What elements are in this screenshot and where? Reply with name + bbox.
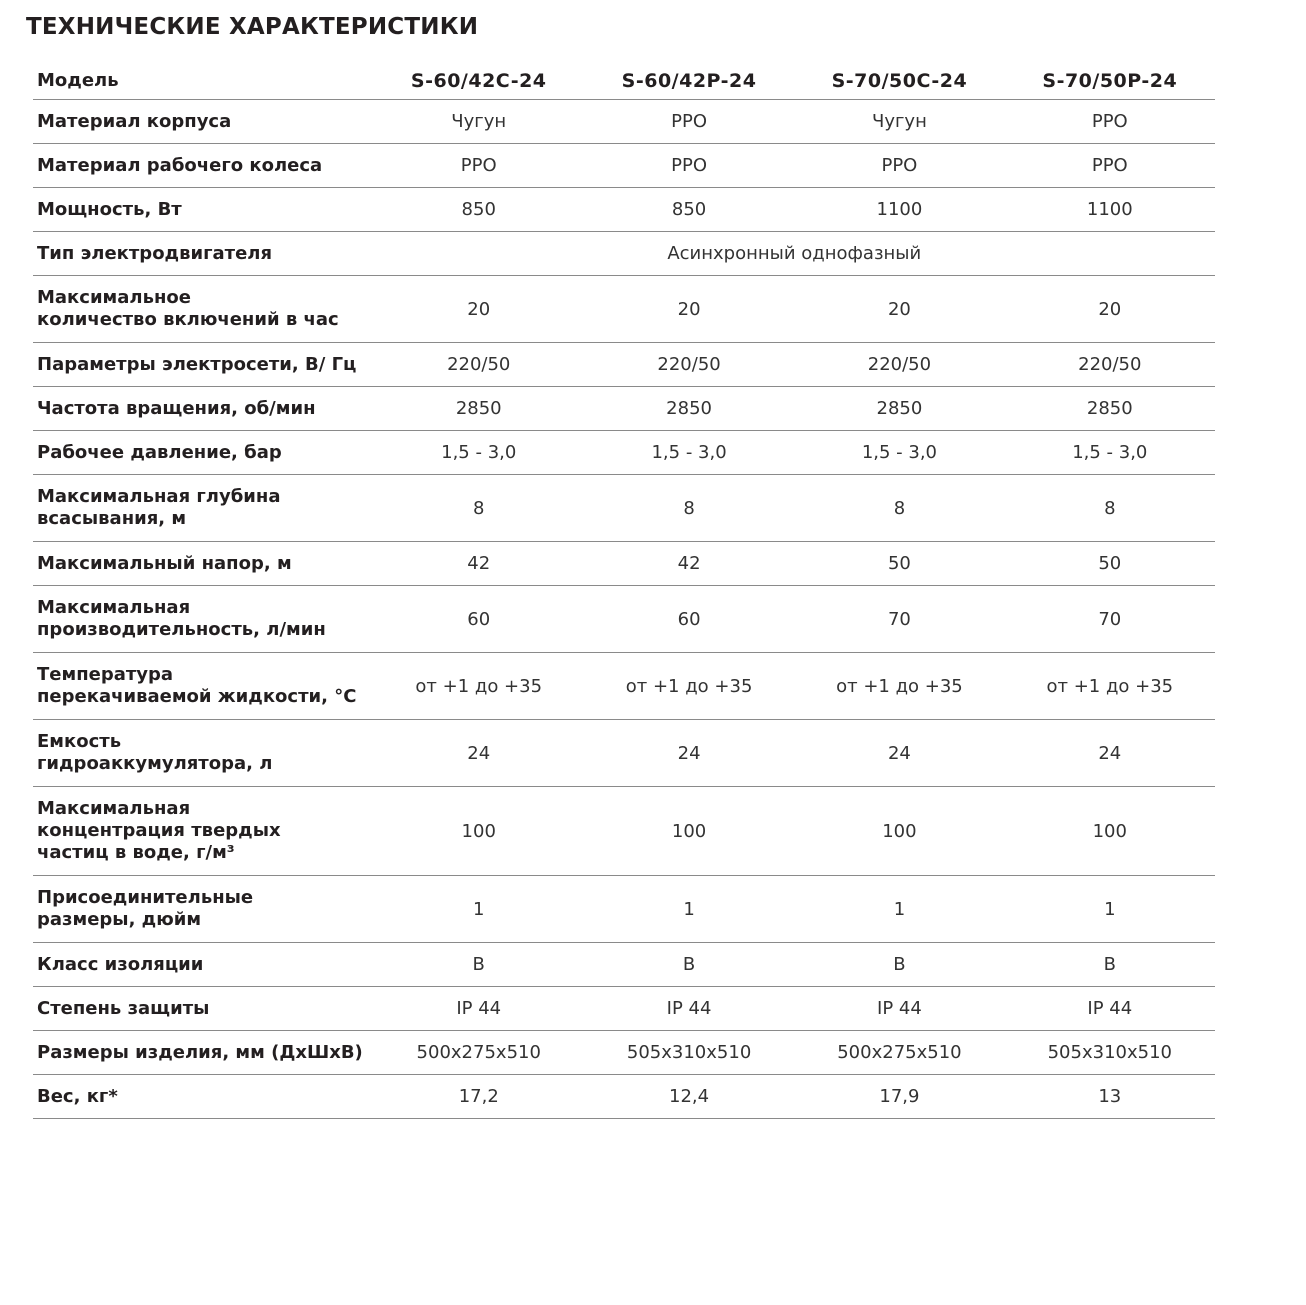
spec-row-weight [33, 1075, 1215, 1119]
cell-value: 24 [1005, 720, 1215, 787]
cell-value: 13 [1005, 1075, 1215, 1119]
cell-value: 1100 [1005, 188, 1215, 232]
cell-value: 20 [1005, 276, 1215, 343]
cell-value: Чугун [794, 100, 1004, 144]
row-label: Максимальная производительность, л/мин [33, 586, 374, 653]
cell-value: 850 [584, 188, 794, 232]
specs-table [33, 62, 1215, 1119]
cell-value: IP 44 [584, 987, 794, 1031]
row-label: Материал рабочего колеса [33, 144, 374, 188]
cell-value: 70 [1005, 586, 1215, 653]
cell-value: B [1005, 943, 1215, 987]
row-label: Максимальное количество включений в час [33, 276, 374, 343]
row-label: Максимальный напор, м [33, 542, 374, 586]
cell-value: от +1 до +35 [584, 653, 794, 720]
cell-value: 220/50 [374, 343, 584, 387]
row-label: Частота вращения, об/мин [33, 387, 374, 431]
row-label: Степень защиты [33, 987, 374, 1031]
spec-row-insulation-class [33, 943, 1215, 987]
page-title: ТЕХНИЧЕСКИЕ ХАРАКТЕРИСТИКИ [26, 14, 479, 40]
cell-value: PPO [584, 100, 794, 144]
cell-value: IP 44 [794, 987, 1004, 1031]
cell-value: 1 [374, 876, 584, 943]
spec-row-power [33, 188, 1215, 232]
header-row [33, 62, 1215, 100]
cell-value: 8 [374, 475, 584, 542]
cell-value: 8 [1005, 475, 1215, 542]
cell-value: PPO [374, 144, 584, 188]
row-label: Размеры изделия, мм (ДхШхВ) [33, 1031, 374, 1075]
cell-value: PPO [584, 144, 794, 188]
spec-row-max-flow [33, 586, 1215, 653]
spec-row-protection [33, 987, 1215, 1031]
cell-value: 70 [794, 586, 1004, 653]
cell-value: от +1 до +35 [1005, 653, 1215, 720]
cell-value: 8 [794, 475, 1004, 542]
model-header: S-60/42P-24 [584, 62, 794, 100]
spec-row-mains [33, 343, 1215, 387]
cell-value: от +1 до +35 [794, 653, 1004, 720]
cell-value: 100 [794, 787, 1004, 876]
cell-value: 100 [374, 787, 584, 876]
cell-value: PPO [1005, 144, 1215, 188]
cell-value: 1,5 - 3,0 [584, 431, 794, 475]
cell-value: 220/50 [794, 343, 1004, 387]
cell-value: 17,9 [794, 1075, 1004, 1119]
cell-value: 1 [794, 876, 1004, 943]
cell-value: 1 [1005, 876, 1215, 943]
cell-value: 60 [584, 586, 794, 653]
cell-value: 12,4 [584, 1075, 794, 1119]
merged-cell-value: Асинхронный однофазный [374, 232, 1215, 276]
cell-value: IP 44 [374, 987, 584, 1031]
cell-value: 1,5 - 3,0 [1005, 431, 1215, 475]
cell-value: Чугун [374, 100, 584, 144]
spec-row-impeller-material [33, 144, 1215, 188]
cell-value: 1,5 - 3,0 [794, 431, 1004, 475]
spec-row-suction-depth [33, 475, 1215, 542]
cell-value: от +1 до +35 [374, 653, 584, 720]
cell-value: 1100 [794, 188, 1004, 232]
row-label: Температура перекачиваемой жидкости, °С [33, 653, 374, 720]
spec-row-max-head [33, 542, 1215, 586]
cell-value: B [794, 943, 1004, 987]
row-label: Вес, кг* [33, 1075, 374, 1119]
model-header: S-70/50P-24 [1005, 62, 1215, 100]
model-header: S-70/50C-24 [794, 62, 1004, 100]
cell-value: 1 [584, 876, 794, 943]
spec-row-body-material [33, 100, 1215, 144]
cell-value: 500x275x510 [794, 1031, 1004, 1075]
cell-value: 42 [584, 542, 794, 586]
cell-value: 220/50 [584, 343, 794, 387]
row-label: Максимальная глубина всасывания, м [33, 475, 374, 542]
row-label: Тип электродвигателя [33, 232, 374, 276]
cell-value: B [374, 943, 584, 987]
cell-value: 505x310x510 [1005, 1031, 1215, 1075]
row-label: Максимальная концентрация твердых частиц в воде, г/м³ [33, 787, 374, 876]
spec-row-liquid-temp [33, 653, 1215, 720]
cell-value: PPO [1005, 100, 1215, 144]
cell-value: 24 [374, 720, 584, 787]
spec-row-dimensions [33, 1031, 1215, 1075]
cell-value: 42 [374, 542, 584, 586]
cell-value: 2850 [374, 387, 584, 431]
row-label: Класс изоляции [33, 943, 374, 987]
cell-value: 50 [794, 542, 1004, 586]
row-label: Рабочее давление, бар [33, 431, 374, 475]
cell-value: PPO [794, 144, 1004, 188]
spec-row-motor-type [33, 232, 1215, 276]
row-label: Емкость гидроаккумулятора, л [33, 720, 374, 787]
spec-row-tank-volume [33, 720, 1215, 787]
cell-value: B [584, 943, 794, 987]
row-label: Параметры электросети, В/ Гц [33, 343, 374, 387]
cell-value: 505x310x510 [584, 1031, 794, 1075]
cell-value: 1,5 - 3,0 [374, 431, 584, 475]
cell-value: 2850 [1005, 387, 1215, 431]
cell-value: 500x275x510 [374, 1031, 584, 1075]
model-header: S-60/42C-24 [374, 62, 584, 100]
spec-row-connection-size [33, 876, 1215, 943]
cell-value: 50 [1005, 542, 1215, 586]
cell-value: 24 [794, 720, 1004, 787]
row-label: Мощность, Вт [33, 188, 374, 232]
header-label: Модель [33, 62, 374, 100]
cell-value: 60 [374, 586, 584, 653]
cell-value: 2850 [584, 387, 794, 431]
spec-row-solids-concentration [33, 787, 1215, 876]
cell-value: 8 [584, 475, 794, 542]
cell-value: 100 [1005, 787, 1215, 876]
spec-row-pressure [33, 431, 1215, 475]
cell-value: IP 44 [1005, 987, 1215, 1031]
spec-row-starts-per-hour [33, 276, 1215, 343]
spec-row-rpm [33, 387, 1215, 431]
cell-value: 20 [794, 276, 1004, 343]
cell-value: 20 [584, 276, 794, 343]
cell-value: 24 [584, 720, 794, 787]
cell-value: 100 [584, 787, 794, 876]
cell-value: 220/50 [1005, 343, 1215, 387]
cell-value: 850 [374, 188, 584, 232]
cell-value: 2850 [794, 387, 1004, 431]
cell-value: 20 [374, 276, 584, 343]
cell-value: 17,2 [374, 1075, 584, 1119]
row-label: Присоединительные размеры, дюйм [33, 876, 374, 943]
row-label: Материал корпуса [33, 100, 374, 144]
